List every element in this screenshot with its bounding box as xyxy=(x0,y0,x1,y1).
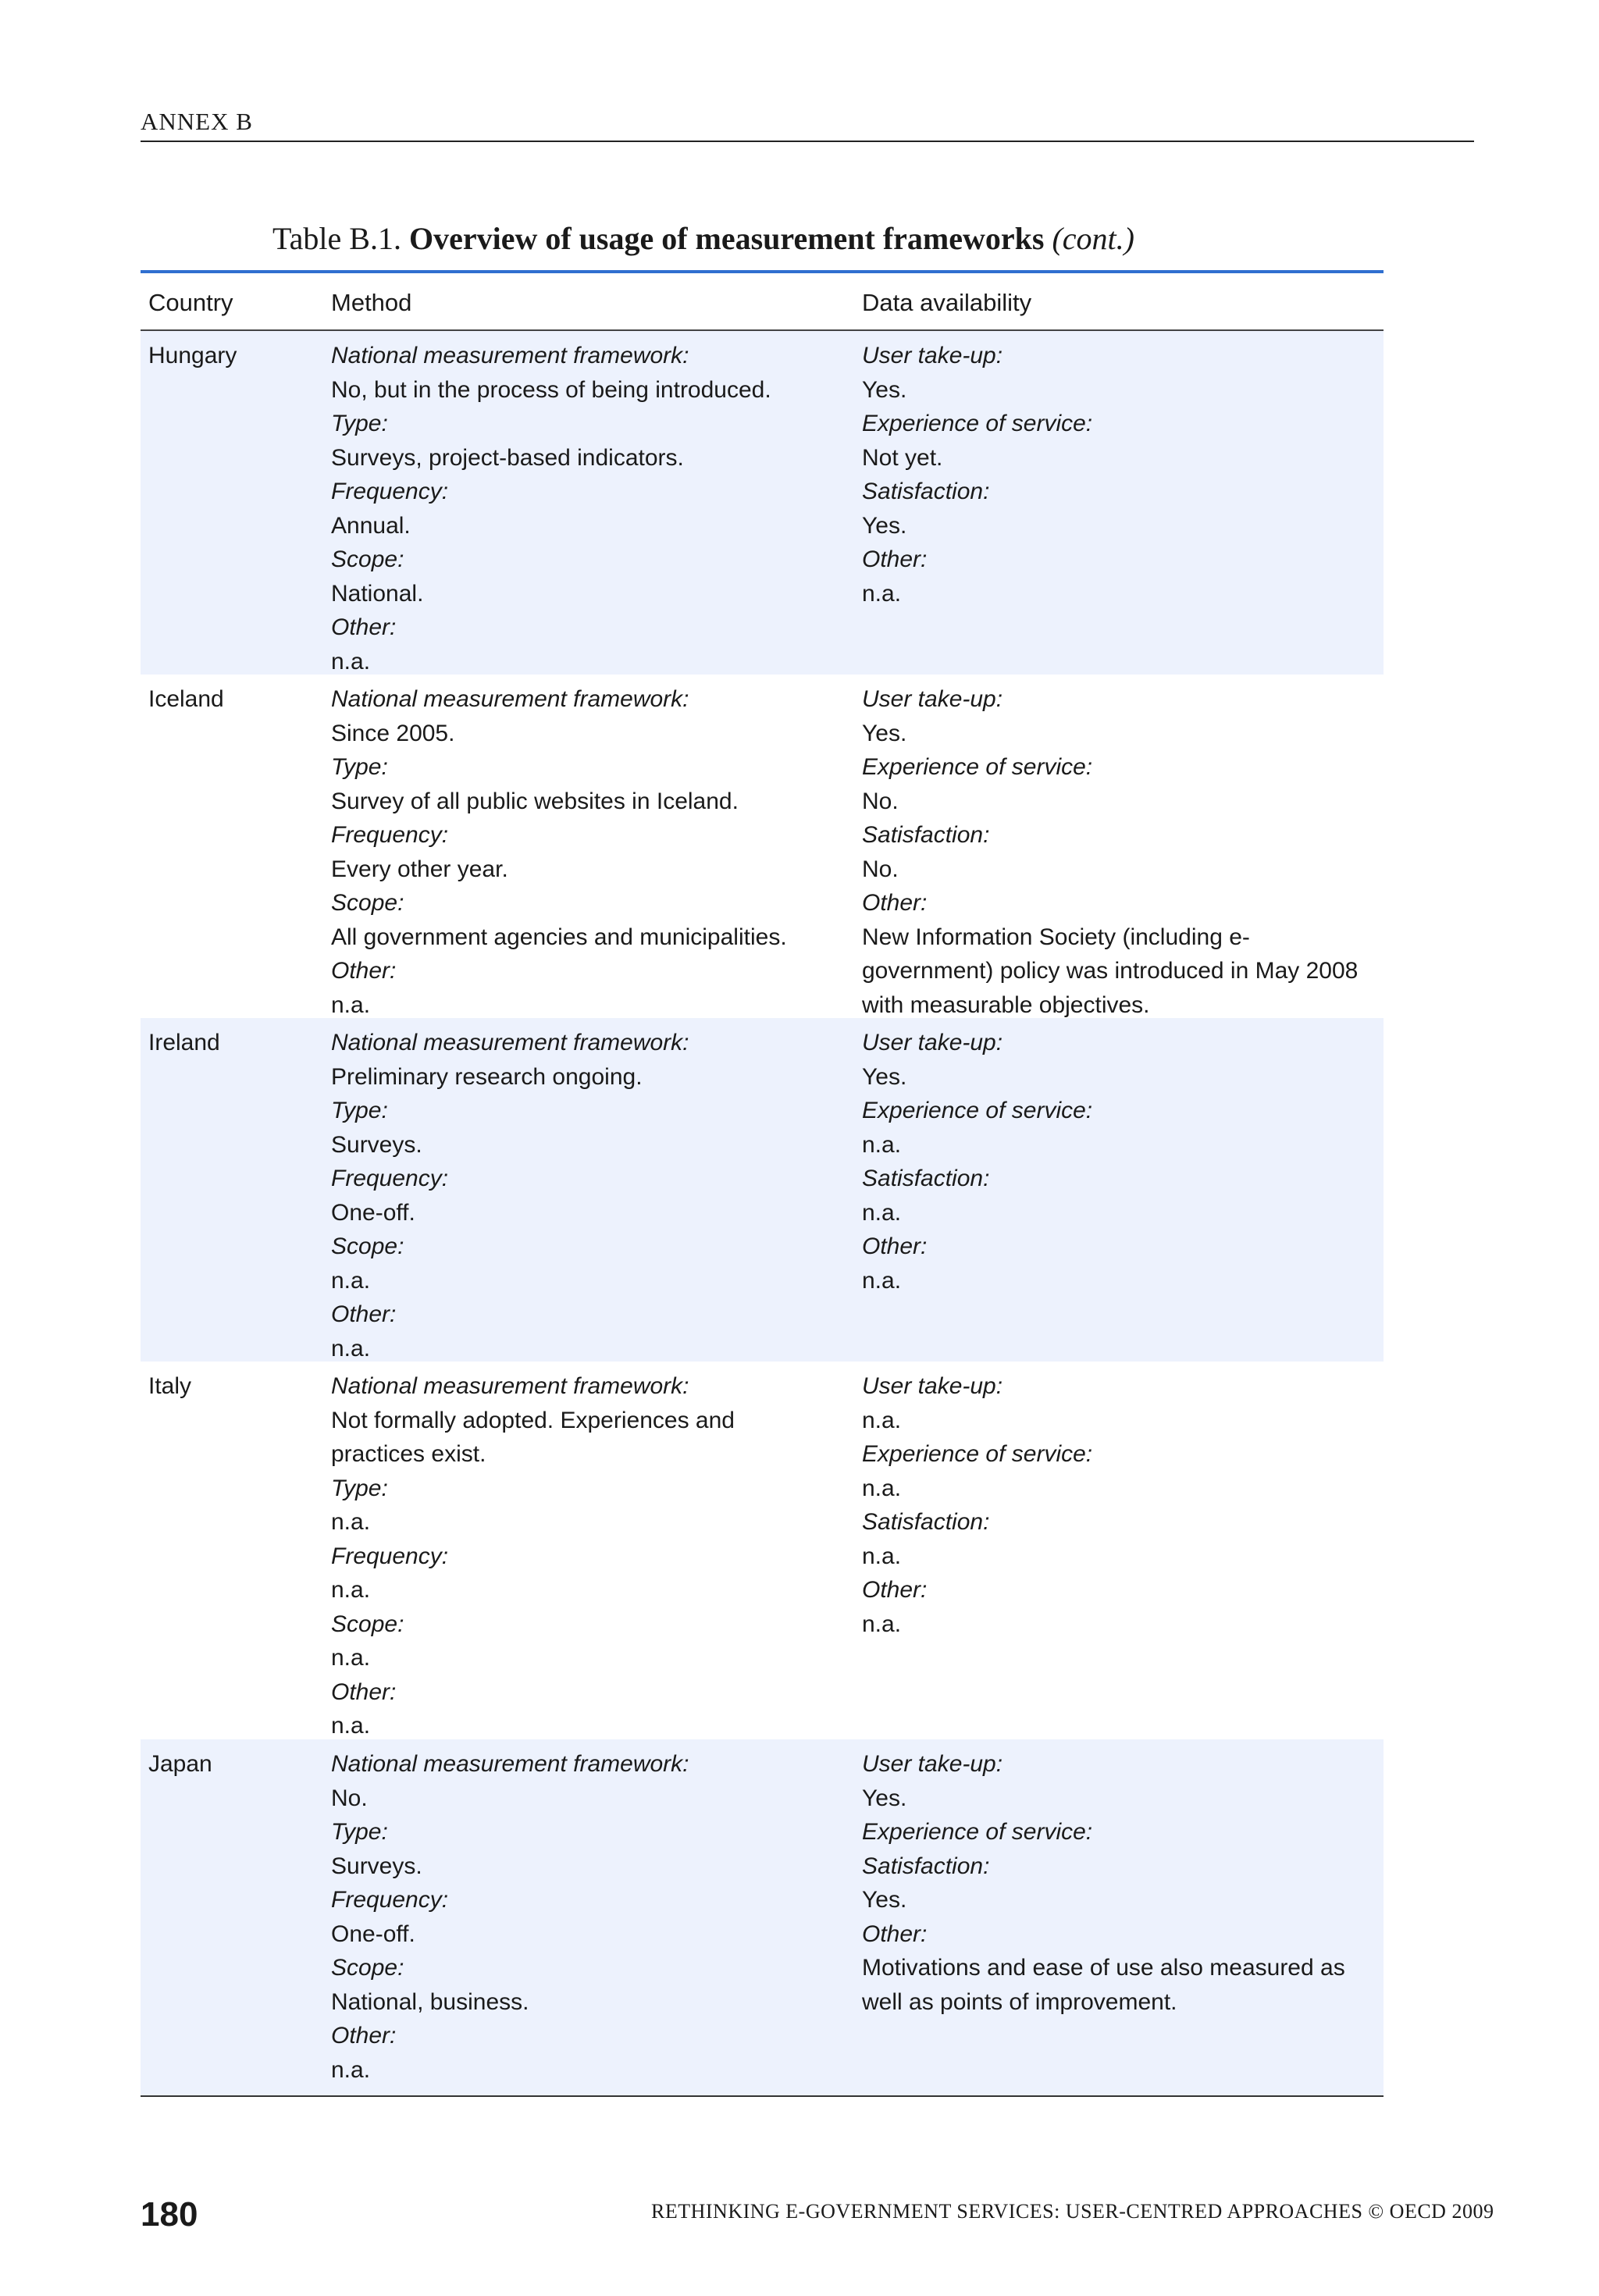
table-row xyxy=(141,1362,1384,1739)
field-value: Surveys. xyxy=(331,1853,422,1879)
data-availability-cell xyxy=(862,339,1377,610)
field-value: n.a. xyxy=(862,1407,902,1433)
field-value: Surveys, project-based indicators. xyxy=(331,444,684,471)
field-value: n.a. xyxy=(331,648,371,675)
field-value: n.a. xyxy=(331,1335,371,1362)
data-availability-cell xyxy=(862,1026,1377,1298)
field-value: n.a. xyxy=(331,991,371,1018)
country-cell: Italy xyxy=(148,1373,192,1399)
table-row xyxy=(141,675,1384,1018)
field-label: Type: xyxy=(331,1098,388,1123)
field-label: Satisfaction: xyxy=(862,822,990,848)
field-value: n.a. xyxy=(331,1509,371,1535)
field-label: Satisfaction: xyxy=(862,1853,990,1879)
field-value: One-off. xyxy=(331,1199,415,1226)
field-label: Other: xyxy=(331,1301,397,1327)
table-cont: (cont.) xyxy=(1052,221,1134,256)
field-label: Frequency: xyxy=(331,822,449,848)
field-label: Other: xyxy=(862,1233,928,1259)
table-number: Table B.1. xyxy=(272,221,401,256)
field-label: Scope: xyxy=(331,1233,404,1259)
field-value: n.a. xyxy=(331,1645,371,1671)
field-value: No, but in the process of being introduced. xyxy=(331,376,771,403)
field-label: User take-up: xyxy=(862,1373,1003,1399)
column-header-method: Method xyxy=(331,289,412,316)
field-value: National. xyxy=(331,580,424,607)
field-value: n.a. xyxy=(862,1199,902,1226)
column-header-data-availability: Data availability xyxy=(862,289,1032,316)
field-label: Scope: xyxy=(331,1955,404,1981)
field-value: n.a. xyxy=(862,1611,902,1637)
table-body xyxy=(141,331,1384,2095)
field-value: New Information Society (including e-government) policy was introduced in May 2008 with measurable objectives. xyxy=(862,924,1359,1018)
field-value: Yes. xyxy=(862,1063,907,1090)
column-header-country: Country xyxy=(148,289,233,316)
table-header-row xyxy=(141,273,1384,331)
field-label: Scope: xyxy=(331,546,404,572)
field-label: Other: xyxy=(862,546,928,572)
field-label: Experience of service: xyxy=(862,411,1093,436)
field-label: User take-up: xyxy=(862,686,1003,712)
field-value: n.a. xyxy=(862,1267,902,1294)
field-label: User take-up: xyxy=(862,1030,1003,1055)
country-cell: Ireland xyxy=(148,1030,220,1055)
field-value: Survey of all public websites in Iceland. xyxy=(331,788,739,814)
field-value: National, business. xyxy=(331,1988,529,2015)
field-value: Yes. xyxy=(862,1785,907,1811)
field-label: Other: xyxy=(862,1577,928,1603)
field-label: Other: xyxy=(331,1678,397,1705)
country-cell: Iceland xyxy=(148,686,224,712)
field-label: Other: xyxy=(331,958,397,984)
field-value: Yes. xyxy=(862,1887,907,1913)
field-value: Yes. xyxy=(862,720,907,746)
field-label: Type: xyxy=(331,754,388,780)
field-label: National measurement framework: xyxy=(331,686,689,712)
field-label: Other: xyxy=(331,2023,397,2049)
field-label: National measurement framework: xyxy=(331,343,689,368)
field-label: Other: xyxy=(331,614,397,640)
field-label: Frequency: xyxy=(331,1887,449,1913)
field-label: Experience of service: xyxy=(862,1819,1093,1845)
field-value: Preliminary research ongoing. xyxy=(331,1063,643,1090)
field-value: Not formally adopted. Experiences and practices exist. xyxy=(331,1407,735,1467)
field-value: n.a. xyxy=(331,2056,371,2083)
field-value: No. xyxy=(862,856,899,882)
measurement-table xyxy=(141,270,1384,2097)
field-label: User take-up: xyxy=(862,343,1003,368)
field-value: n.a. xyxy=(331,1267,371,1294)
field-label: Type: xyxy=(331,411,388,436)
page-number: 180 xyxy=(141,2195,198,2234)
method-cell xyxy=(331,1747,831,2087)
field-label: Frequency: xyxy=(331,1543,449,1569)
table-title-text: Overview of usage of measurement frameworks xyxy=(408,221,1045,256)
table-row xyxy=(141,1739,1384,2095)
data-availability-cell xyxy=(862,1747,1377,2019)
field-label: Satisfaction: xyxy=(862,1166,990,1191)
field-value: No. xyxy=(331,1785,368,1811)
field-value: Every other year. xyxy=(331,856,508,882)
country-cell: Hungary xyxy=(148,343,237,368)
field-label: Other: xyxy=(862,890,928,916)
field-label: National measurement framework: xyxy=(331,1373,689,1399)
field-value: n.a. xyxy=(862,1475,902,1501)
method-cell xyxy=(331,682,831,1022)
field-value: Since 2005. xyxy=(331,720,455,746)
country-cell: Japan xyxy=(148,1751,212,1777)
field-label: Frequency: xyxy=(331,479,449,504)
field-label: Scope: xyxy=(331,1611,404,1637)
running-header: ANNEX B xyxy=(141,108,1474,142)
field-value: No. xyxy=(862,788,899,814)
field-value: n.a. xyxy=(331,1713,371,1739)
field-label: User take-up: xyxy=(862,1751,1003,1777)
data-availability-cell xyxy=(862,1369,1377,1641)
field-value: n.a. xyxy=(862,1131,902,1158)
field-value: Yes. xyxy=(862,376,907,403)
field-label: Experience of service: xyxy=(862,754,1093,780)
field-label: Type: xyxy=(331,1475,388,1501)
field-label: Satisfaction: xyxy=(862,479,990,504)
method-cell xyxy=(331,339,831,678)
field-value: n.a. xyxy=(862,580,902,607)
field-value: Surveys. xyxy=(331,1131,422,1158)
field-label: Satisfaction: xyxy=(862,1509,990,1535)
data-availability-cell xyxy=(862,682,1377,1022)
publication-footer: RETHINKING E-GOVERNMENT SERVICES: USER-CENTRED APPROACHES © OECD 2009 xyxy=(651,2200,1494,2223)
field-label: National measurement framework: xyxy=(331,1030,689,1055)
field-label: Frequency: xyxy=(331,1166,449,1191)
field-value: Annual. xyxy=(331,512,411,539)
field-value: Yes. xyxy=(862,512,907,539)
field-value: n.a. xyxy=(862,1543,902,1569)
table-row xyxy=(141,331,1384,675)
field-label: Experience of service: xyxy=(862,1441,1093,1467)
field-label: Type: xyxy=(331,1819,388,1845)
field-value: One-off. xyxy=(331,1920,415,1947)
field-value: n.a. xyxy=(331,1577,371,1603)
field-value: All government agencies and municipalities. xyxy=(331,924,787,950)
table-row xyxy=(141,1018,1384,1362)
field-value: Motivations and ease of use also measured as well as points of improvement. xyxy=(862,1955,1345,2015)
field-label: Scope: xyxy=(331,890,404,916)
field-label: Other: xyxy=(862,1920,928,1947)
method-cell xyxy=(331,1026,831,1365)
field-label: National measurement framework: xyxy=(331,1751,689,1777)
field-value: Not yet. xyxy=(862,444,943,471)
method-cell xyxy=(331,1369,831,1743)
table-title xyxy=(272,220,1134,257)
field-label: Experience of service: xyxy=(862,1098,1093,1123)
